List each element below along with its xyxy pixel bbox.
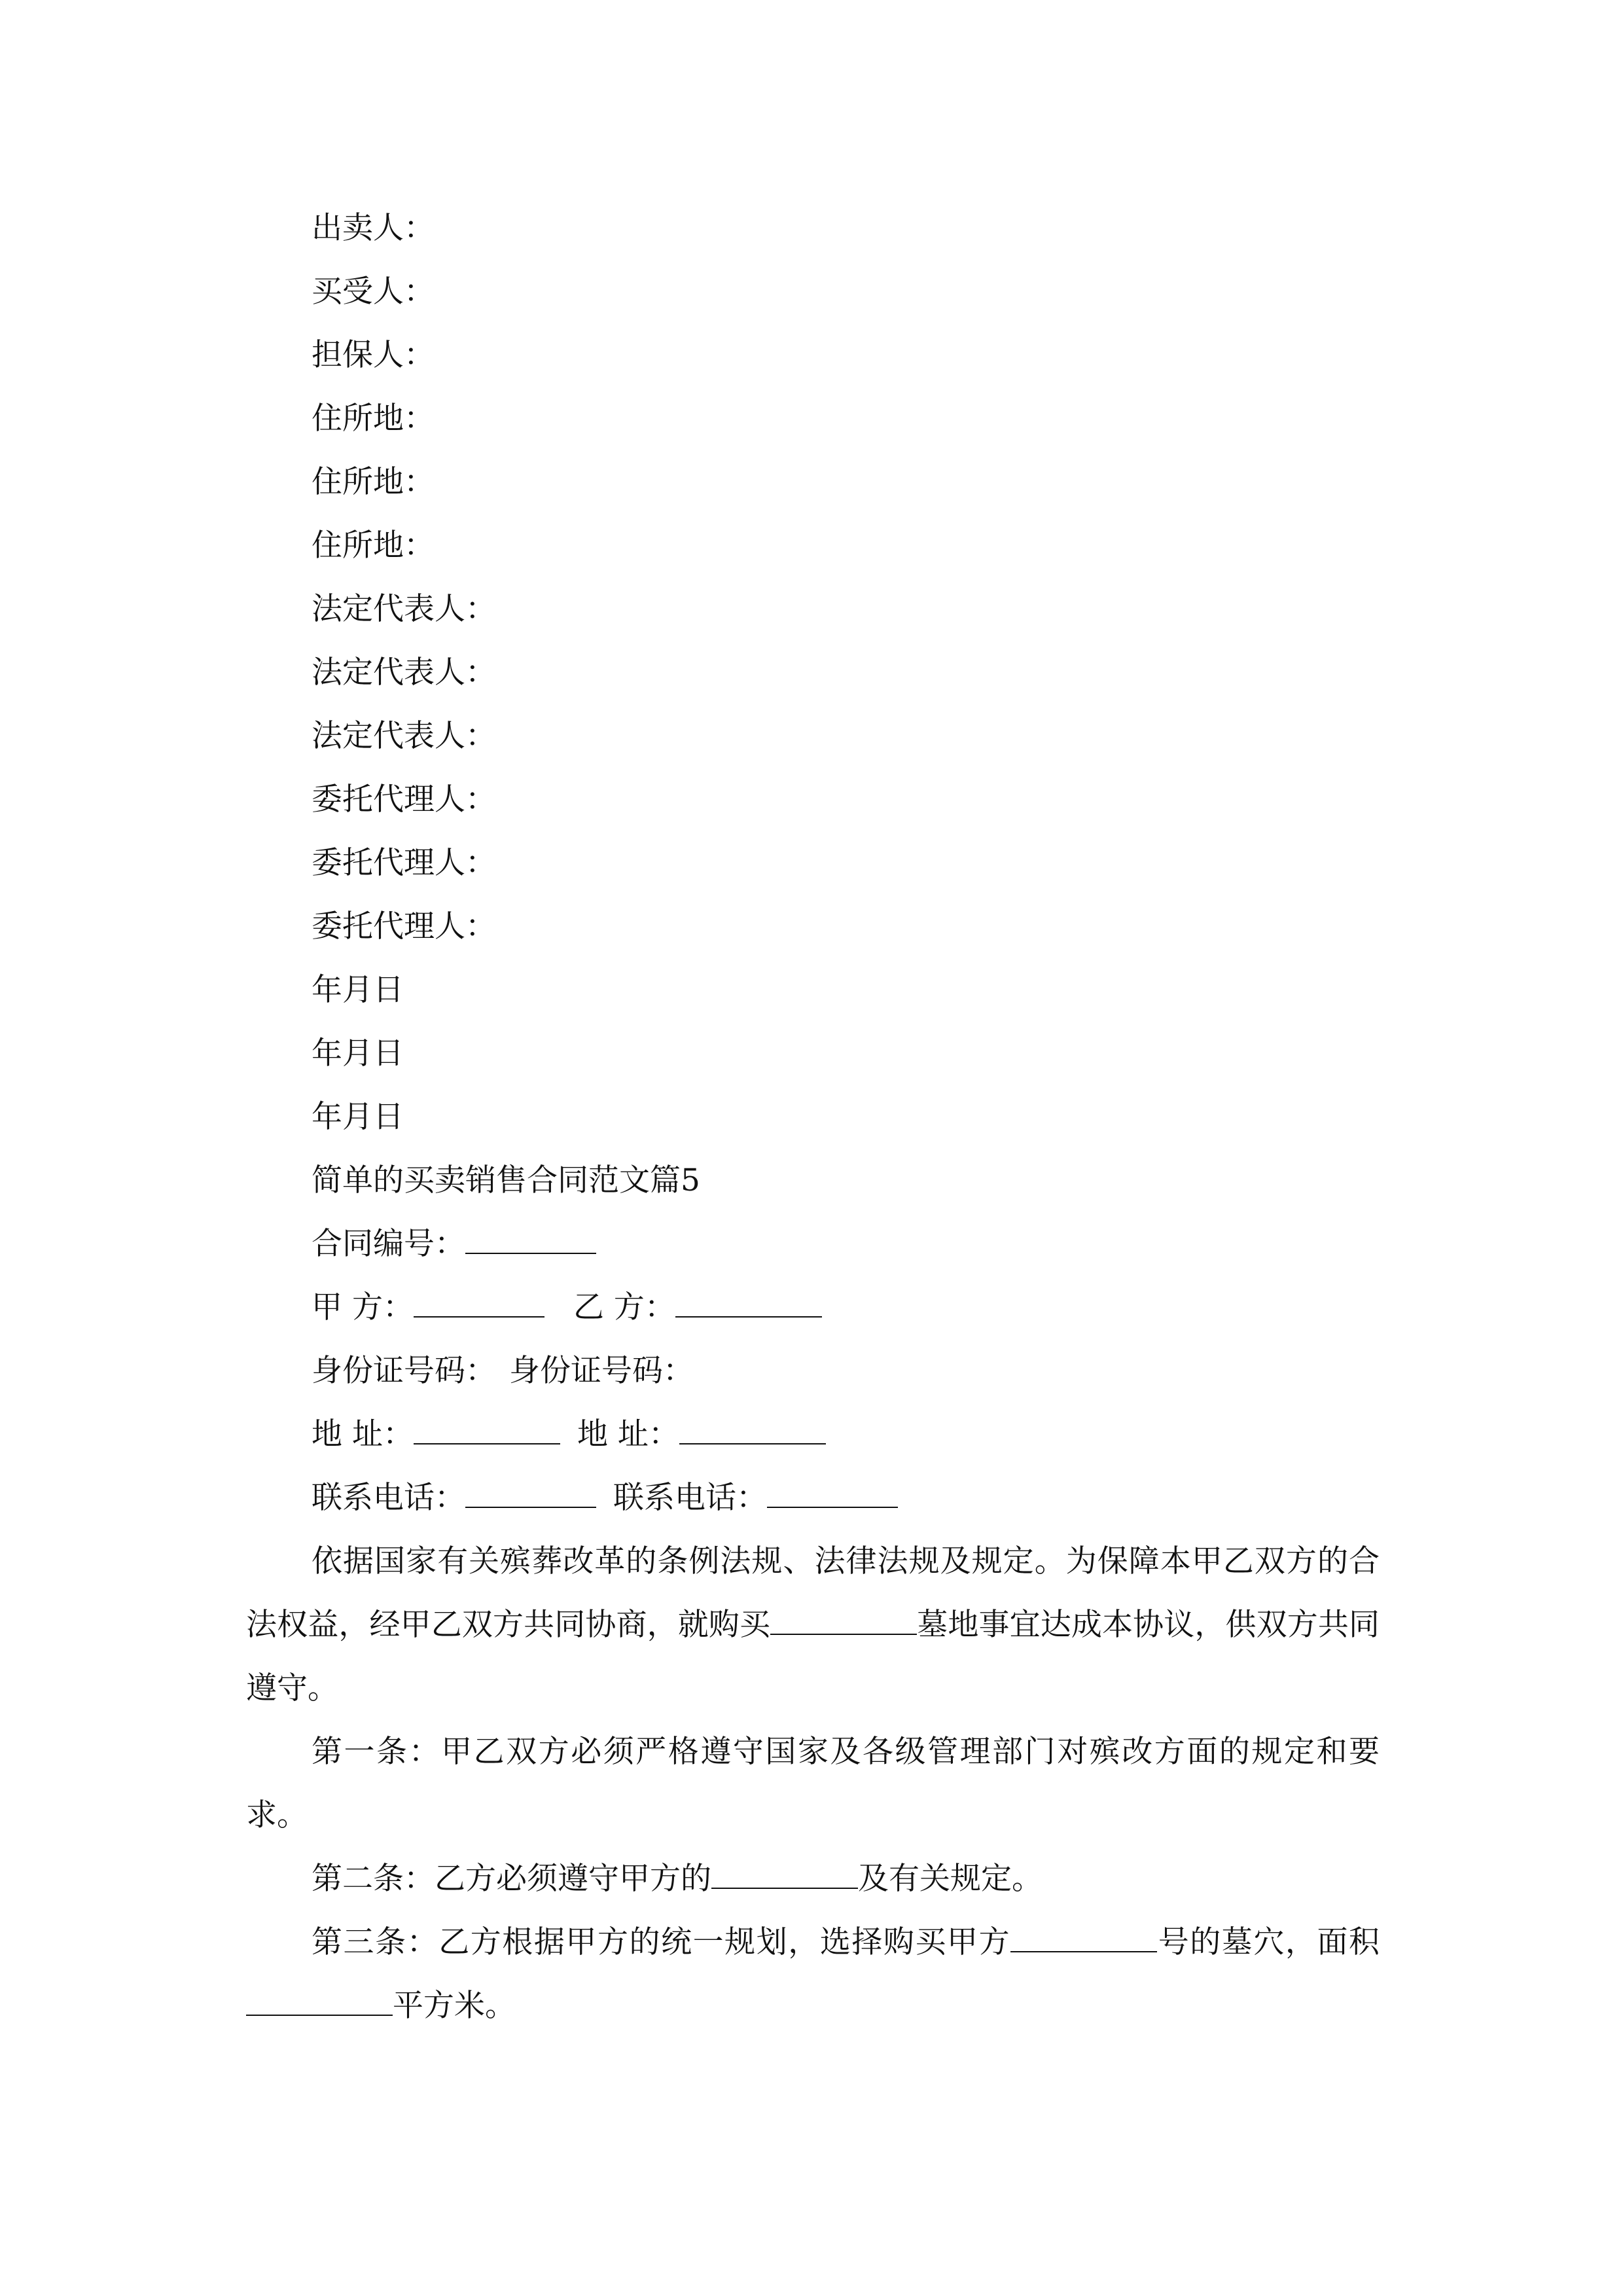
- article-3-text-a: 第三条：乙方根据甲方的统一规划，选择购买甲方: [312, 1924, 1011, 1960]
- address-label-b: 地 址：: [577, 1416, 679, 1452]
- legal-rep-line-3: 法定代表人：: [312, 718, 496, 754]
- contract-number-line: [246, 1212, 1380, 1276]
- legal-rep-line-2: 法定代表人：: [312, 655, 496, 691]
- date-line-1: 年月日: [312, 972, 404, 1008]
- cemetery-name-blank: [770, 1600, 917, 1635]
- intro-text-b: 墓地事宜达成本协议，供双方共同遵守。: [246, 1607, 1380, 1706]
- rules-blank: [711, 1854, 858, 1889]
- article-2: [246, 1847, 1380, 1910]
- date-line-3: 年月日: [312, 1099, 404, 1135]
- contract-number-label: 合同编号：: [312, 1226, 465, 1262]
- address-line-3: 住所地：: [312, 528, 435, 564]
- article-1: 第一条：甲乙双方必须严格遵守国家及各级管理部门对殡改方面的规定和要求。: [246, 1734, 1380, 1833]
- guarantor-line: 担保人：: [312, 337, 435, 373]
- party-b-label: 乙 方：: [573, 1289, 675, 1325]
- article-3: [246, 1910, 1380, 2037]
- section-title: 简单的买卖销售合同范文篇5: [312, 1162, 700, 1198]
- party-a-label: 甲 方：: [312, 1289, 414, 1325]
- agent-line-1: 委托代理人：: [312, 781, 496, 817]
- agent-line-2: 委托代理人：: [312, 845, 496, 881]
- plot-number-blank: [1010, 1917, 1157, 1952]
- address-fields-line: [246, 1403, 1380, 1466]
- id-label-a: 身份证号码：: [312, 1353, 496, 1389]
- seller-line: 出卖人：: [312, 210, 435, 246]
- phone-label-a: 联系电话：: [312, 1480, 465, 1516]
- date-line-2: 年月日: [312, 1035, 404, 1071]
- article-3-text-b: 号的墓穴，面积: [1157, 1924, 1380, 1960]
- party-b-blank: [675, 1282, 822, 1318]
- phone-label-b: 联系电话：: [613, 1480, 767, 1516]
- area-blank: [246, 1981, 393, 2016]
- phone-b-blank: [767, 1473, 898, 1508]
- address-line-2: 住所地：: [312, 464, 435, 500]
- article-3-text-c: 平方米。: [393, 1988, 516, 2024]
- intro-paragraph: [246, 1530, 1380, 1720]
- party-a-blank: [414, 1282, 544, 1318]
- parties-line: [246, 1276, 1380, 1339]
- intro-text-a: 依据国家有关殡葬改革的条例法规、法律法规及规定。为保障本甲乙双方的合法权益，经甲乙双方共同协商，就购买: [246, 1543, 1380, 1643]
- address-line-1: 住所地：: [312, 401, 435, 437]
- phone-a-blank: [465, 1473, 596, 1508]
- address-label-a: 地 址：: [312, 1416, 414, 1452]
- agent-line-3: 委托代理人：: [312, 908, 496, 944]
- address-b-blank: [679, 1409, 826, 1444]
- document-content: [246, 196, 1380, 2037]
- article-2-text-b: 及有关规定。: [858, 1861, 1043, 1897]
- id-label-b: 身份证号码：: [509, 1353, 694, 1389]
- phone-line: [246, 1466, 1380, 1530]
- article-2-text-a: 第二条：乙方必须遵守甲方的: [312, 1861, 711, 1897]
- address-a-blank: [414, 1409, 560, 1444]
- legal-rep-line-1: 法定代表人：: [312, 591, 496, 627]
- id-number-line: [246, 1339, 1380, 1403]
- buyer-line: 买受人：: [312, 274, 435, 310]
- contract-number-blank: [465, 1219, 596, 1254]
